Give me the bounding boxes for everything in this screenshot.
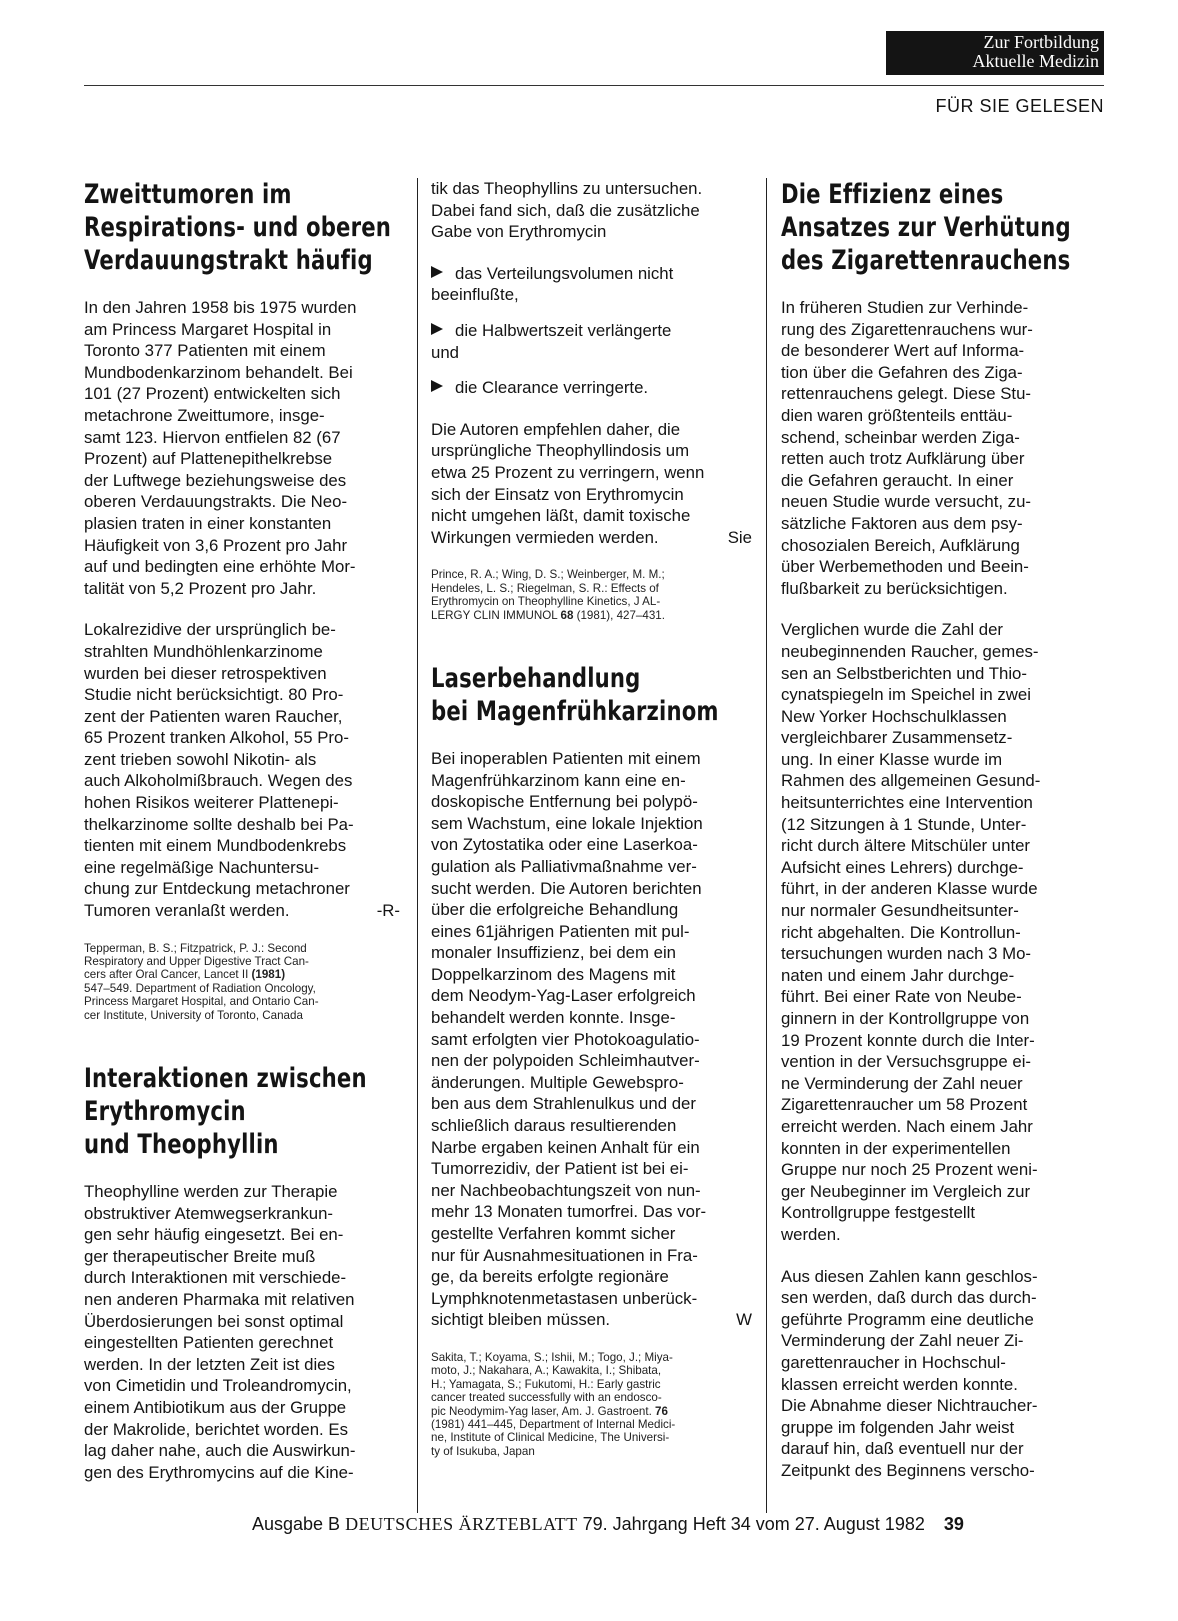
article-3-paragraph-1	[431, 748, 752, 1331]
article-1-reference	[84, 942, 400, 1022]
column-divider-1	[417, 178, 418, 1513]
list-item	[431, 377, 752, 399]
article-2-reference-part-1: Prince, R. A.; Wing, D. S.; Weinberger, M. M.; Hendeles, L. S.; Riegelman, S. R.: Effects of Erythromycin on Theophylline Kinetics, J AL- LERGY CLIN IMMUNOL	[431, 568, 665, 622]
article-3-reference-part-1: Sakita, T.; Koyama, S.; Ishii, M.; Togo, J.; Miya- moto, J.; Nakahara, A.; Kawakita, I.; Shibata, H.; Yamagata, S.; Fukutomi, H.: Early gastric cancer treated successfully with an endosco- pic Neodymim-Yag laser, Am. J. Gastroent.	[431, 1350, 673, 1418]
list-item	[431, 263, 752, 306]
article-1-reference-part-2: 547–549. Department of Radiation Oncology, Princess Margaret Hospital, and Ontario Can- cer Institute, University of Toronto, Canada	[84, 981, 319, 1022]
rubric-box	[886, 31, 1104, 75]
rubric-line-2: Aktuelle Medizin	[972, 51, 1099, 71]
article-3-paragraph-1-text: Bei inoperablen Patienten mit einem Magenfrühkarzinom kann eine en- doskopische Entfernung bei polypö- sem Wachstum, eine lokale Injektion von Zytostatika oder eine Laserkoa- gulation als Palliativmaßnahme ver- sucht werden. Die Autoren berichten über die erfolgreiche Behandlung eines 61jährigen Patienten mit pul- monaler Insuffizienz, bei dem ein Doppelkarzinom des Magens mit dem Neodym-Yag-Laser erfolgreich behandelt werden konnte. Insge- samt erfolgten vier Photokoagulatio- nen der polypoiden Schleimhautver- änderungen. Multiple Gewebspro- ben aus dem Strahlenulkus und der schließlich daraus resultierenden Narbe ergaben keinen Anhalt für ein Tumorrezidiv, der Patient ist bei ei- ner Nachbeobachtungszeit von nun- mehr 13 Monaten tumorfrei. Das vor- gestellte Verfahren kommt sicher nur für Ausnahmesituationen in Fra- ge, da bereits erfolgte regionäre Lymphknotenmetastasen unberück- sichtigt bleiben müssen.	[431, 748, 707, 1330]
article-3-reference	[431, 1351, 752, 1458]
section-label: FÜR SIE GELESEN	[935, 96, 1104, 116]
article-1-reference-part-1: Tepperman, B. S.; Fitzpatrick, P. J.: Second Respiratory and Upper Digestive Tract Can- cers after Oral Cancer, Lancet II	[84, 941, 309, 982]
column-3	[781, 178, 1104, 1501]
article-2-paragraph-1: Theophylline werden zur Therapie obstruktiver Atemwegserkrankun- gen sehr häufig eingesetzt. Bei en- ger therapeutischer Breite muß durch Interaktionen mit verschiede- nen anderen Pharmaka mit relativen Überdosierungen bei sonst optimal eingestellten Patienten gerechnet werden. In der letzten Zeit ist dies von Cimetidin und Troleandromycin, einem Antibiotikum aus der Gruppe der Makrolide, berichtet worden. Es lag daher nahe, auch die Auswirkun- gen des Erythromycins auf die Kine-	[84, 1182, 356, 1482]
article-2-reference	[431, 568, 752, 622]
triangle-bullet-icon	[431, 323, 443, 335]
article-2-signature: Sie	[727, 527, 752, 547]
column-1	[84, 178, 400, 1503]
list-item	[431, 320, 752, 363]
list-item-text: das Verteilungsvolumen nicht beeinflußte,	[431, 263, 674, 305]
article-2-paragraph-2	[431, 419, 752, 549]
article-4-paragraph-1: In früheren Studien zur Verhinde- rung des Zigarettenrauchens wur- de besonderer Wert auf Informa- tion über die Gefahren des Ziga- rettenrauchens gelegt. Diese Stu- dien waren größtenteils enttäu- schend, scheinbar werden Ziga- retten auch trotz Aufklärung über die Gefahren geraucht. In einer neuen Studie wurde versucht, zu- sätzliche Faktoren aus dem psy- chosozialen Bereich, Aufklärung über Werbemethoden und Beein- flußbarkeit zu berücksichtigen.	[781, 298, 1033, 598]
article-1-reference-year: (1981)	[251, 968, 286, 982]
article-2-paragraph-2-text: Die Autoren empfehlen daher, die ursprüngliche Theophyllindosis um etwa 25 Prozent zu verringern, wenn sich der Einsatz von Erythromycin nicht umgehen läßt, damit toxische Wirkungen vermieden werden.	[431, 419, 705, 547]
column-divider-2	[766, 178, 767, 1513]
list-item-text: die Clearance verringerte.	[455, 378, 649, 398]
article-4-paragraph-2: Verglichen wurde die Zahl der neubeginnenden Raucher, gemes- sen an Selbstberichten und Thio- cynatspiegeln im Speichel in zwei New Yorker Hochschulklassen vergleichbarer Zusammensetz- ung. In einer Klasse wurde im Rahmen des allgemeinen Gesund- heitsunterrichtes eine Intervention (12 Sitzungen à 1 Stunde, Unter- richt durch ältere Mitschüler unter Aufsicht eines Lehrers) durchge- führt, in der anderen Klasse wurde nur normaler Gesundheitsunter- richt abgehalten. Die Kontrollun- tersuchungen wurden nach 3 Mo- naten und einem Jahr durchge- führt. Bei einer Rate von Neube- ginnern in der Kontrollgruppe von 19 Prozent konnte durch die Inter- vention in der Versuchsgruppe ei- ne Verminderung der Zahl neuer Zigarettenraucher um 58 Prozent erreicht werden. Nach einem Jahr konnten in der experimentellen Gruppe nur noch 25 Prozent weni- ger Neubeginner im Vergleich zur Kontrollgruppe festgestellt werden.	[781, 620, 1041, 1244]
article-2-reference-volume: 68	[560, 608, 574, 622]
article-2-bullet-list	[431, 263, 752, 399]
rubric-line-1: Zur Fortbildung	[983, 32, 1099, 52]
top-rule	[84, 85, 1104, 86]
list-item-text: die Halbwertszeit verlängerte und	[431, 320, 672, 362]
footer-edition: Ausgabe B	[252, 1514, 341, 1534]
article-1-title: Zweittumoren im Respirations- und oberen Verdauungstrakt häufig	[84, 179, 392, 276]
article-2-reference-part-2: (1981), 427–431.	[573, 608, 665, 622]
article-3-signature: W	[736, 1310, 752, 1330]
article-1-paragraph-2	[84, 619, 400, 921]
article-3-reference-part-2: (1981) 441–445, Department of Internal Medici- ne, Institute of Clinical Medicine, The Universi- ty of Isukuba, Japan	[431, 1418, 676, 1458]
article-1-paragraph-1: In den Jahren 1958 bis 1975 wurden am Princess Margaret Hospital in Toronto 377 Patienten mit einem Mundbodenkarzinom behandelt. Bei 101 (27 Prozent) entwickelten sich metachrone Zweittumore, insge- samt 123. Hiervon entfielen 82 (67 Prozent) auf Plattenepithelkrebse der Luftwege beziehungsweise des oberen Verdauungstrakts. Die Neo- plasien traten in einer konstanten Häufigkeit von 3,6 Prozent pro Jahr auf und bedingten eine erhöhte Mor- talität von 5,2 Prozent pro Jahr.	[84, 298, 357, 598]
footer-publication: DEUTSCHES ÄRZTEBLATT	[345, 1514, 578, 1534]
article-4-paragraph-3: Aus diesen Zahlen kann geschlos- sen werden, daß durch das durch- geführte Programm eine deutliche Verminderung der Zahl neuer Zi- garettenraucher in Hochschul- klassen erreicht werden konnte. Die Abnahme dieser Nichtraucher- gruppe im folgenden Jahr weist darauf hin, daß eventuell nur der Zeitpunkt des Beginnens verscho-	[781, 1266, 1038, 1480]
article-4-title: Die Effizienz eines Ansatzes zur Verhütung des Zigarettenrauchens	[781, 179, 1071, 276]
article-1-paragraph-2-text: Lokalrezidive der ursprünglich be- strahlten Mundhöhlenkarzinome wurden bei dieser retrospektiven Studie nicht berücksichtigt. 80 Pro- zent der Patienten waren Raucher, 65 Prozent tranken Alkohol, 55 Pro- zent trieben sowohl Nikotin- als auch Alkoholmißbrauch. Wegen des hohen Risikos weiterer Plattenepi- thelkarzinome sollte deshalb bei Pa- tienten mit einem Mundbodenkrebs eine regelmäßige Nachuntersu- chung zur Entdeckung metachroner Tumoren veranlaßt werden.	[84, 620, 354, 921]
article-3-reference-volume: 76	[655, 1404, 668, 1418]
article-2-title: Interaktionen zwischen Erythromycin und Theophyllin	[84, 1063, 367, 1161]
column-2	[431, 178, 752, 1498]
article-2-paragraph-1-continued: tik das Theophyllins zu untersuchen. Dabei fand sich, daß die zusätzliche Gabe von Erythromycin	[431, 179, 703, 242]
triangle-bullet-icon	[431, 380, 443, 392]
article-1-signature: -R-	[376, 901, 400, 921]
page-number: 39	[943, 1514, 964, 1534]
article-3-title: Laserbehandlung bei Magenfrühkarzinom	[431, 662, 719, 727]
footer-issue: 79. Jahrgang Heft 34 vom 27. August 1982	[582, 1514, 925, 1534]
triangle-bullet-icon	[431, 266, 443, 278]
page-footer	[252, 1514, 964, 1535]
